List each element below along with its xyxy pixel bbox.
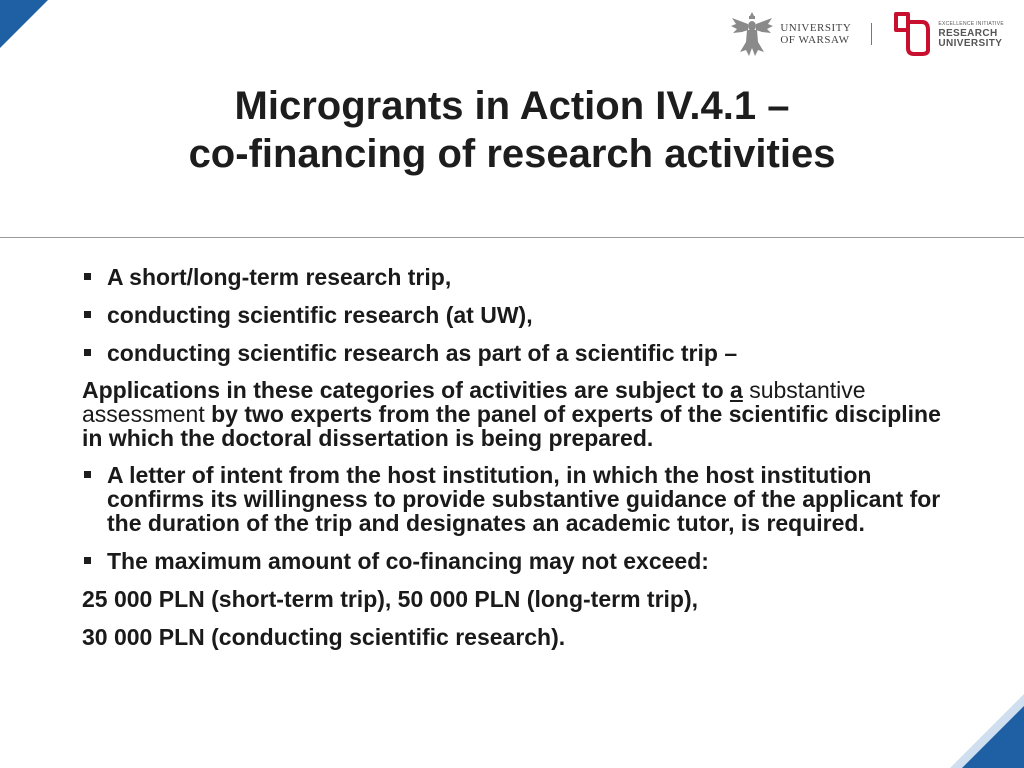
assessment-text-light: substantive assessment: [82, 377, 866, 427]
bullet-item: [82, 296, 962, 334]
slide-content: [82, 258, 962, 656]
ru-name-line1: RESEARCH: [938, 28, 998, 39]
research-university-logo: [892, 10, 1004, 58]
bullet-square-icon: [84, 557, 91, 564]
ru-name-line2: UNIVERSITY: [938, 38, 1003, 49]
amounts-line-2: 30 000 PLN (conducting scientific research).: [82, 624, 566, 650]
eagle-emblem-icon: [730, 10, 774, 58]
slide-title-line2: co-financing of research activities: [188, 132, 836, 176]
ru-tagline: EXCELLENCE INITIATIVE: [938, 21, 1004, 27]
logo-divider: [871, 23, 872, 45]
bullet-text: conducting scientific research (at UW),: [107, 302, 533, 328]
bullet-text: conducting scientific research as part of a scientific trip –: [107, 340, 738, 366]
amounts-line-1: 25 000 PLN (short-term trip), 50 000 PLN (long-term trip),: [82, 586, 699, 612]
assessment-text-pre: Applications in these categories of activities are subject to: [82, 377, 731, 403]
bullet-item: [82, 258, 962, 296]
slide-title: [0, 82, 1024, 178]
university-name-line1: UNIVERSITY: [780, 22, 852, 34]
bullet-square-icon: [84, 311, 91, 318]
university-of-warsaw-logo: [730, 10, 851, 58]
bullet-square-icon: [84, 471, 91, 478]
bullet-item-letter-of-intent: [82, 456, 962, 542]
assessment-text-post: by two experts from the panel of experts of the scientific discipline in which the doctoral dissertation is being prepared.: [82, 401, 941, 451]
bullet-text: A letter of intent from the host institution, in which the host institution confirms its willingness to provide substantive guidance of the applicant for the duration of the trip and designates an academic tutor, is required.: [107, 462, 941, 536]
assessment-text-underlined: a: [730, 377, 743, 403]
bullet-square-icon: [84, 273, 91, 280]
title-divider: [0, 237, 1024, 238]
bullet-item-max-amount: [82, 542, 962, 580]
research-university-mark-icon: [892, 10, 932, 58]
slide-title-line1: Microgrants in Action IV.4.1 –: [234, 84, 790, 128]
header-logos: [730, 10, 1004, 58]
assessment-paragraph: [82, 378, 962, 450]
bullet-text: A short/long-term research trip,: [107, 264, 452, 290]
bullet-text: The maximum amount of co-financing may not exceed:: [107, 548, 709, 574]
bullet-square-icon: [84, 349, 91, 356]
university-name-line2: OF WARSAW: [780, 34, 850, 46]
bullet-item: [82, 334, 962, 372]
corner-decoration-top-left: [0, 0, 48, 48]
corner-decoration-bottom-right: [962, 706, 1024, 768]
